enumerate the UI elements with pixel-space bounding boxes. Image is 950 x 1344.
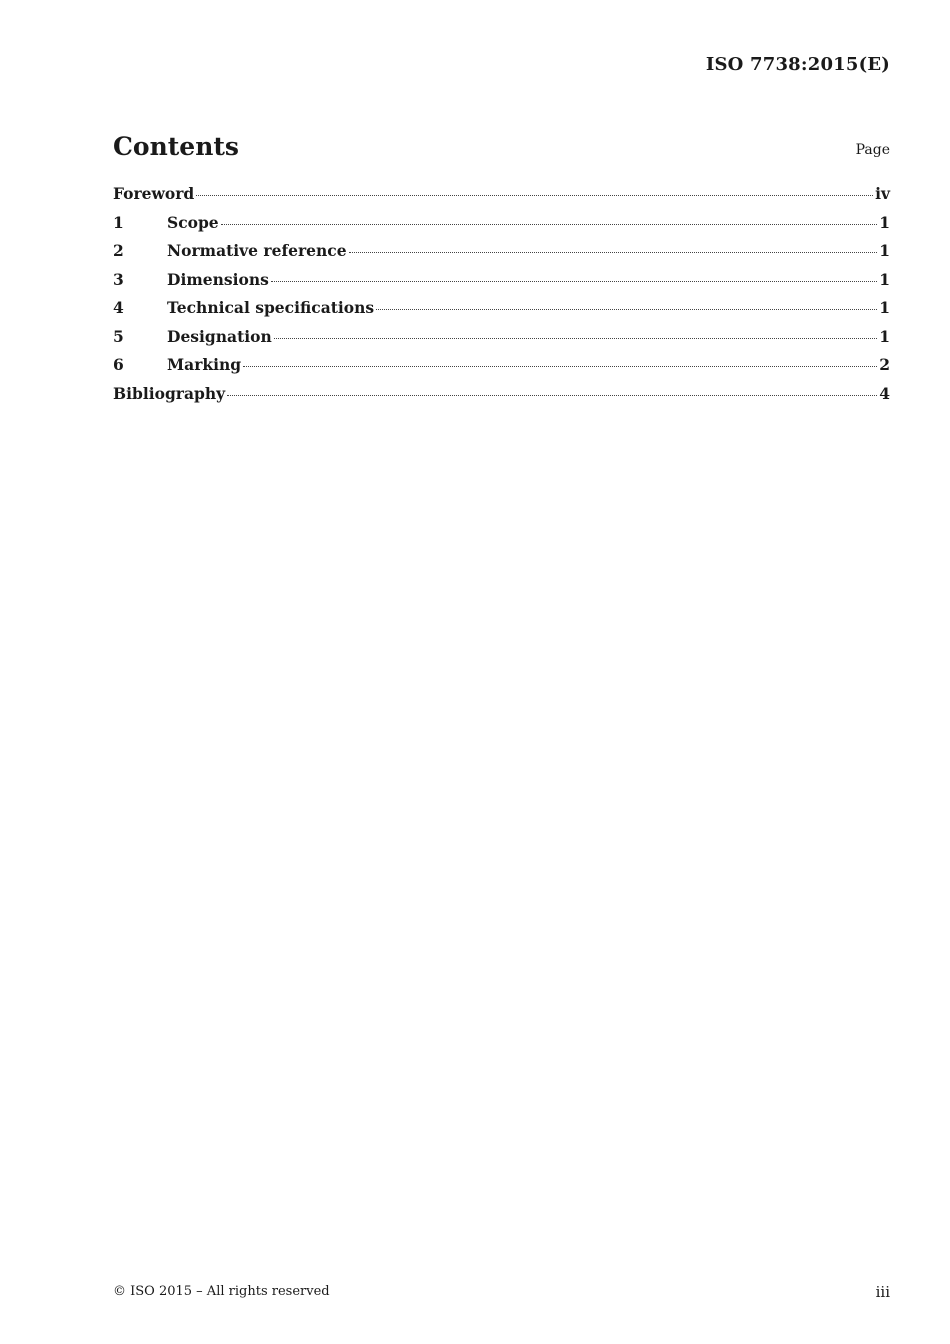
- toc-dot-leader: [196, 195, 873, 196]
- contents-title: Contents: [113, 132, 240, 161]
- toc-entry-marking[interactable]: [113, 355, 890, 384]
- toc-entry-title: Foreword: [113, 184, 195, 203]
- toc-entry-page: 1: [879, 326, 890, 346]
- toc-entry-page: 1: [879, 298, 890, 317]
- document-id: ISO 7738:2015(E): [705, 54, 890, 75]
- toc-entry-page: 1: [879, 269, 890, 289]
- toc-entry-title: Normative reference: [167, 241, 347, 260]
- toc-entry-title: Designation: [167, 326, 272, 346]
- toc-dot-leader: [274, 338, 877, 339]
- toc-entry-title: Bibliography: [113, 383, 226, 403]
- toc-entry-normative-reference[interactable]: [113, 241, 890, 270]
- toc-entry-page: 4: [879, 383, 890, 403]
- toc-entry-number: 1: [113, 212, 124, 232]
- toc-entry-title: Technical specifications: [167, 298, 375, 317]
- toc-entry-dimensions[interactable]: [113, 270, 890, 299]
- toc-dot-leader: [221, 224, 878, 225]
- toc-entry-title: Scope: [167, 212, 219, 232]
- toc-entry-scope[interactable]: [113, 213, 890, 242]
- toc-entry-bibliography[interactable]: [113, 384, 890, 413]
- toc-entry-number: 3: [113, 269, 124, 289]
- toc-dot-leader: [243, 366, 877, 367]
- toc-entry-number: 5: [113, 326, 124, 346]
- toc-entry-technical-specifications[interactable]: [113, 298, 890, 327]
- page-number: iii: [875, 1283, 890, 1301]
- toc-entry-page: 2: [879, 355, 890, 374]
- toc-entry-number: 4: [113, 298, 124, 317]
- toc-entry-number: 2: [113, 241, 124, 260]
- toc-entry-page: 1: [879, 212, 890, 232]
- toc-entry-title: Dimensions: [167, 269, 269, 289]
- toc-entry-page: 1: [879, 241, 890, 260]
- toc-dot-leader: [349, 252, 878, 253]
- toc-dot-leader: [227, 395, 877, 396]
- toc-dot-leader: [271, 281, 877, 282]
- toc-entry-title: Marking: [167, 355, 242, 374]
- toc-entry-foreword[interactable]: [113, 184, 890, 213]
- toc-dot-leader: [376, 309, 877, 310]
- page-column-label: Page: [855, 142, 890, 158]
- toc-entry-designation[interactable]: [113, 327, 890, 356]
- table-of-contents: [113, 184, 890, 412]
- contents-header: [113, 132, 890, 162]
- copyright-notice: © ISO 2015 – All rights reserved: [113, 1284, 330, 1299]
- toc-entry-number: 6: [113, 355, 124, 374]
- toc-entry-page: iv: [875, 184, 890, 203]
